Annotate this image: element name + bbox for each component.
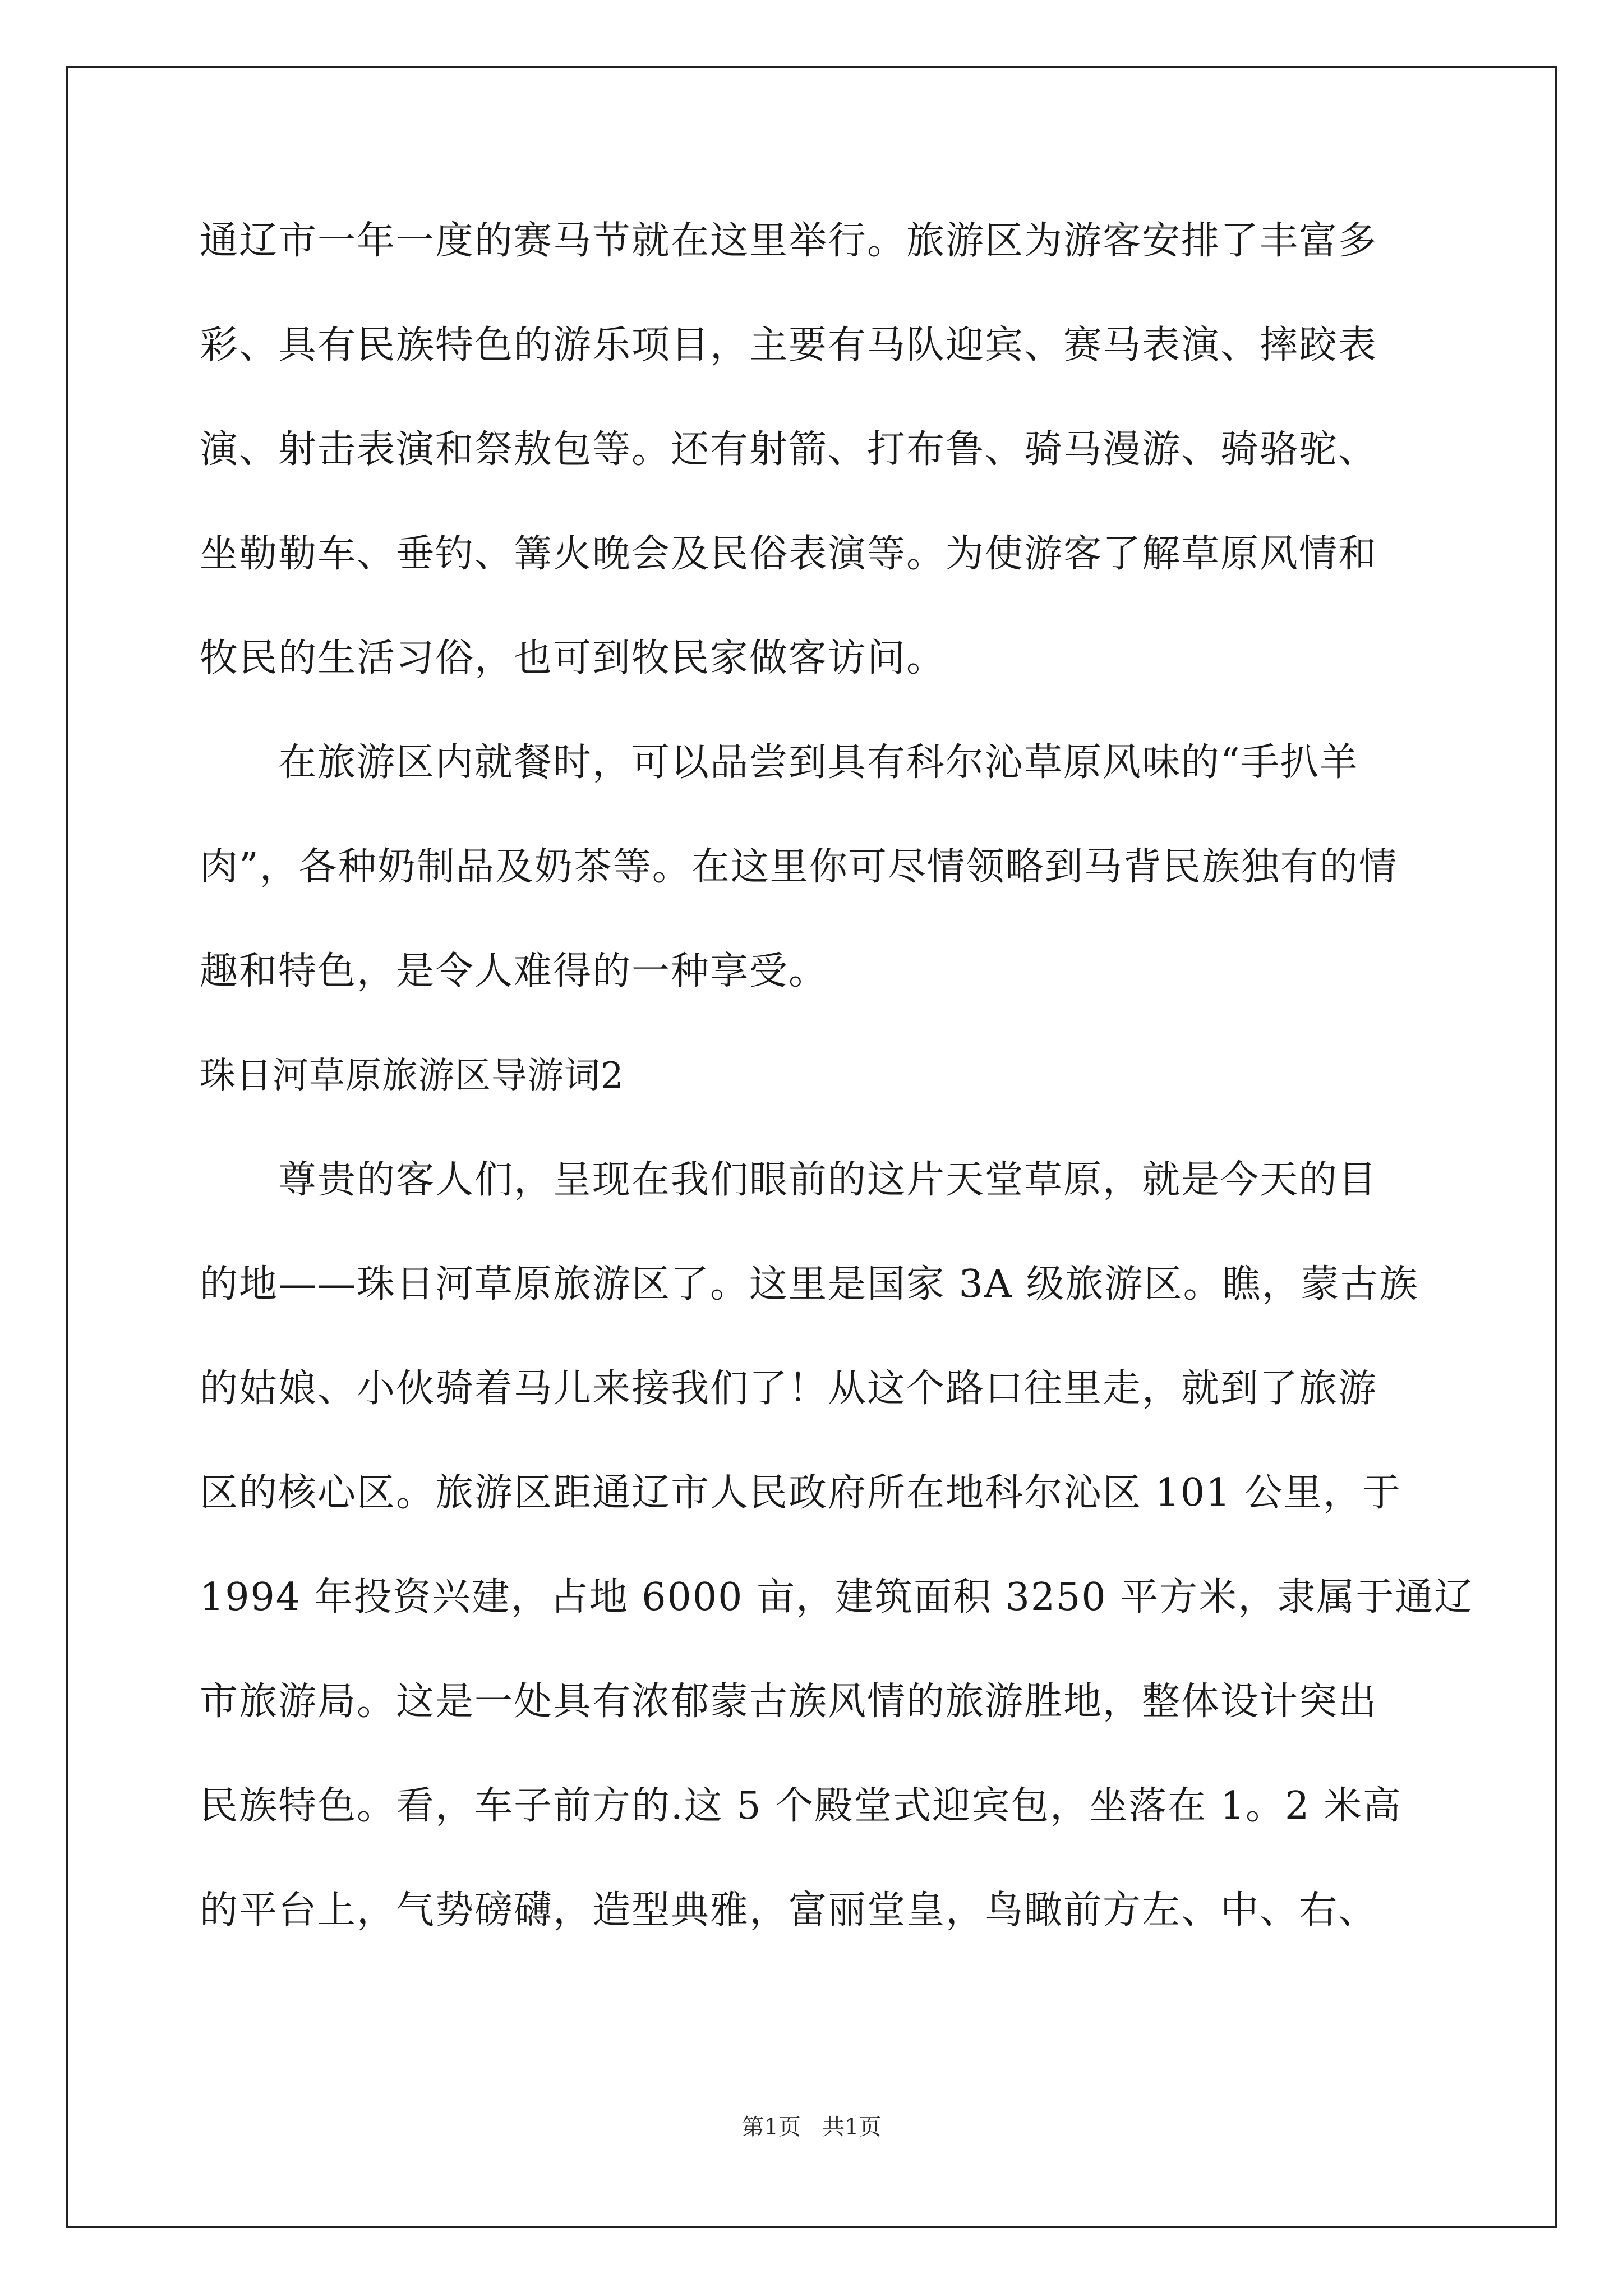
text-line: 的地——珠日河草原旅游区了。这里是国家 3A 级旅游区。瞧，蒙古族 bbox=[200, 1262, 1419, 1306]
text-line: 彩、具有民族特色的游乐项目，主要有马队迎宾、赛马表演、摔跤表 bbox=[200, 323, 1378, 367]
paragraph-dining bbox=[200, 724, 1428, 1037]
section-heading: 珠日河草原旅游区导游词2 bbox=[200, 1055, 624, 1097]
text-line: 1994 年投资兴建，占地 6000 亩，建筑面积 3250 平方米，隶属于通辽 bbox=[200, 1575, 1474, 1619]
text-line: 肉”，各种奶制品及奶茶等。在这里你可尽情领略到马背民族独有的情 bbox=[200, 845, 1398, 889]
document-body bbox=[200, 202, 1474, 1976]
text-line: 尊贵的客人们，呈现在我们眼前的这片天堂草原，就是今天的目 bbox=[278, 1158, 1378, 1202]
text-line: 趣和特色，是令人难得的一种享受。 bbox=[200, 949, 828, 993]
text-line: 坐勒勒车、垂钓、篝火晚会及民俗表演等。为使游客了解草原风情和 bbox=[200, 532, 1378, 576]
text-line: 区的核心区。旅游区距通辽市人民政府所在地科尔沁区 101 公里，于 bbox=[200, 1471, 1402, 1515]
text-line: 演、射击表演和祭敖包等。还有射箭、打布鲁、骑马漫游、骑骆驼、 bbox=[200, 427, 1378, 472]
paragraph-guide-intro bbox=[200, 1141, 1474, 1976]
text-line: 牧民的生活习俗，也可到牧民家做客访问。 bbox=[200, 636, 946, 680]
text-line: 市旅游局。这是一处具有浓郁蒙古族风情的旅游胜地，整体设计突出 bbox=[200, 1680, 1378, 1724]
text-line: 民族特色。看，车子前方的.这 5 个殿堂式迎宾包，坐落在 1。2 米高 bbox=[200, 1784, 1402, 1828]
text-line: 通辽市一年一度的赛马节就在这里举行。旅游区为游客安排了丰富多 bbox=[200, 219, 1378, 263]
page-footer: 第1页 共1页 bbox=[741, 2114, 882, 2140]
text-line: 的姑娘、小伙骑着马儿来接我们了！从这个路口往里走，就到了旅游 bbox=[200, 1366, 1378, 1411]
text-line: 的平台上，气势磅礴，造型典雅，富丽堂皇，鸟瞰前方左、中、右、 bbox=[200, 1888, 1378, 1932]
paragraph-festival-activities bbox=[200, 202, 1428, 724]
text-line: 在旅游区内就餐时，可以品尝到具有科尔沁草原风味的“手扒羊 bbox=[278, 740, 1359, 785]
